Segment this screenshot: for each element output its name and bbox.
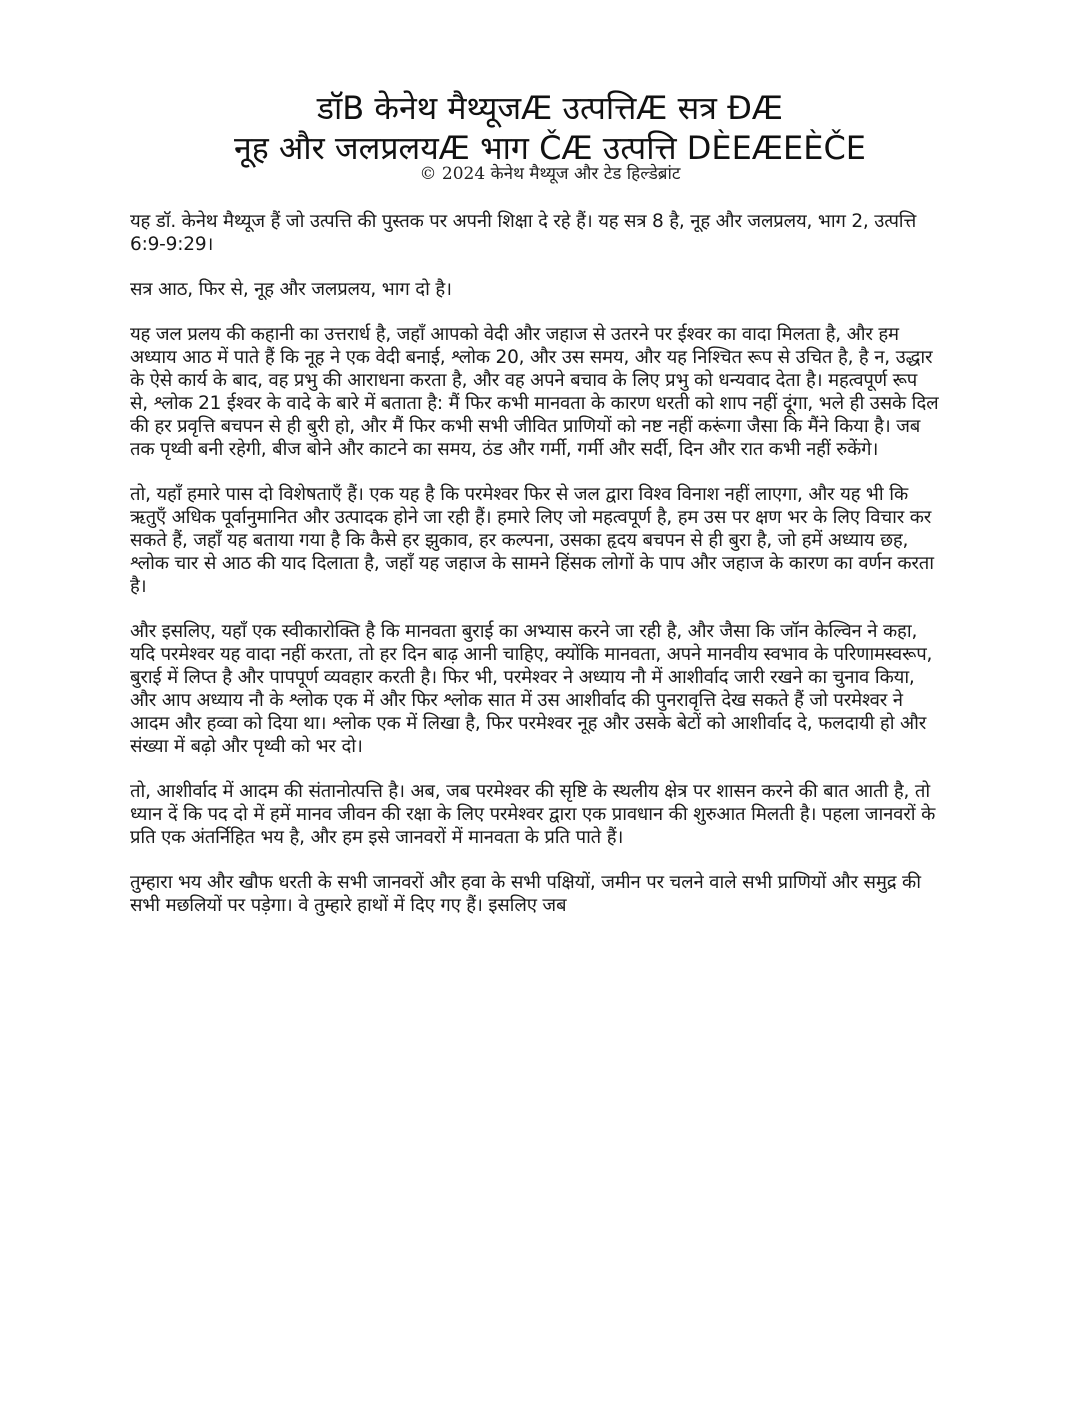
- paragraph-procreation: तो, आशीर्वाद में आदम की संतानोत्पत्ति है। अब, जब परमेश्वर की सृष्टि के स्थलीय क्षेत्र पर शासन करने की बात आती है, तो ध्यान दें कि पद दो में हमें मानव जीवन की रक्षा के लिए परमेश्वर द्वारा एक प्रावधान की शुरुआत मिलती है। पहला जानवरों के प्रति एक अंतर्निहित भय है, और हम इसे जानवरों में मानवता के प्रति पाते हैं।: [130, 781, 936, 848]
- paragraph-session-restate: सत्र आठ, फिर से, नूह और जलप्रलय, भाग दो है।: [130, 279, 452, 300]
- copyright-notice: © 2024 केनेथ मैथ्यूज और टेड हिल्डेब्रांट: [419, 164, 681, 184]
- document-title-line-1: डॉB केनेथ मैथ्यूजÆ उत्पत्तिÆ सत्र ÐÆ: [316, 89, 784, 127]
- document-body: [130, 210, 940, 939]
- document-title-line-2: नूह और जलप्रलयÆ भाग ČÆ उत्पत्ति DÈEÆEÈČE: [233, 129, 867, 167]
- paragraph-fear-of-animals: तुम्हारा भय और खौफ धरती के सभी जानवरों और हवा के सभी पक्षियों, जमीन पर चलने वाले सभी प्राणियों और समुद्र की सभी मछलियों पर पड़ेगा। वे तुम्हारे हाथों में दिए गए हैं। इसलिए जब: [130, 872, 921, 916]
- paragraph-intro: यह डॉ. केनेथ मैथ्यूज हैं जो उत्पत्ति की पुस्तक पर अपनी शिक्षा दे रहे हैं। यह सत्र 8 है, नूह और जलप्रलय, भाग 2, उत्पत्ति 6:9-9:29।: [130, 211, 917, 255]
- document-header: [120, 88, 980, 184]
- paragraph-flood-promise: यह जल प्रलय की कहानी का उत्तरार्ध है, जहाँ आपको वेदी और जहाज से उतरने पर ईश्वर का वादा मिलता है, और हम अध्याय आठ में पाते हैं कि नूह ने एक वेदी बनाई, श्लोक 20, और उस समय, और यह निश्चित रूप से उचित है, है न, उद्धार के ऐसे कार्य के बाद, वह प्रभु की आराधना करता है, और वह अपने बचाव के लिए प्रभु को धन्यवाद देता है। महत्वपूर्ण रूप से, श्लोक 21 ईश्वर के वादे के बारे में बताता है: मैं फिर कभी मानवता के कारण धरती को शाप नहीं दूंगा, भले ही उसके दिल की हर प्रवृत्ति बचपन से ही बुरी हो, और मैं फिर कभी सभी जीवित प्राणियों को नष्ट नहीं करूंगा जैसा कि मैंने किया है। जब तक पृथ्वी बनी रहेगी, बीज बोने और काटने का समय, ठंड और गर्मी, गर्मी और सर्दी, दिन और रात कभी नहीं रुकेंगे।: [130, 324, 939, 460]
- paragraph-blessing: और इसलिए, यहाँ एक स्वीकारोक्ति है कि मानवता बुराई का अभ्यास करने जा रही है, और जैसा कि जॉन केल्विन ने कहा, यदि परमेश्वर यह वादा नहीं करता, तो हर दिन बाढ़ आनी चाहिए, क्योंकि मानवता, अपने मानवीय स्वभाव के परिणामस्वरूप, बुराई में लिप्त है और पापपूर्ण व्यवहार करती है। फिर भी, परमेश्वर ने अध्याय नौ में आशीर्वाद जारी रखने का चुनाव किया, और आप अध्याय नौ के श्लोक एक में और फिर श्लोक सात में उस आशीर्वाद की पुनरावृत्ति देख सकते हैं जो परमेश्वर ने आदम और हव्वा को दिया था। श्लोक एक में लिखा है, फिर परमेश्वर नूह और उसके बेटों को आशीर्वाद दे, फलदायी हो और संख्या में बढ़ो और पृथ्वी को भर दो।: [130, 621, 933, 757]
- paragraph-two-features: तो, यहाँ हमारे पास दो विशेषताएँ हैं। एक यह है कि परमेश्वर फिर से जल द्वारा विश्व विनाश नहीं लाएगा, और यह भी कि ऋतुएँ अधिक पूर्वानुमानित और उत्पादक होने जा रही हैं। हमारे लिए जो महत्वपूर्ण है, हम उस पर क्षण भर के लिए विचार कर सकते हैं, जहाँ यह बताया गया है कि कैसे हर झुकाव, हर कल्पना, उसका हृदय बचपन से ही बुरा है, जो हमें अध्याय छह, श्लोक चार से आठ की याद दिलाता है, जहाँ यह जहाज के सामने हिंसक लोगों के पाप और जहाज के कारण का वर्णन करता है।: [130, 484, 934, 597]
